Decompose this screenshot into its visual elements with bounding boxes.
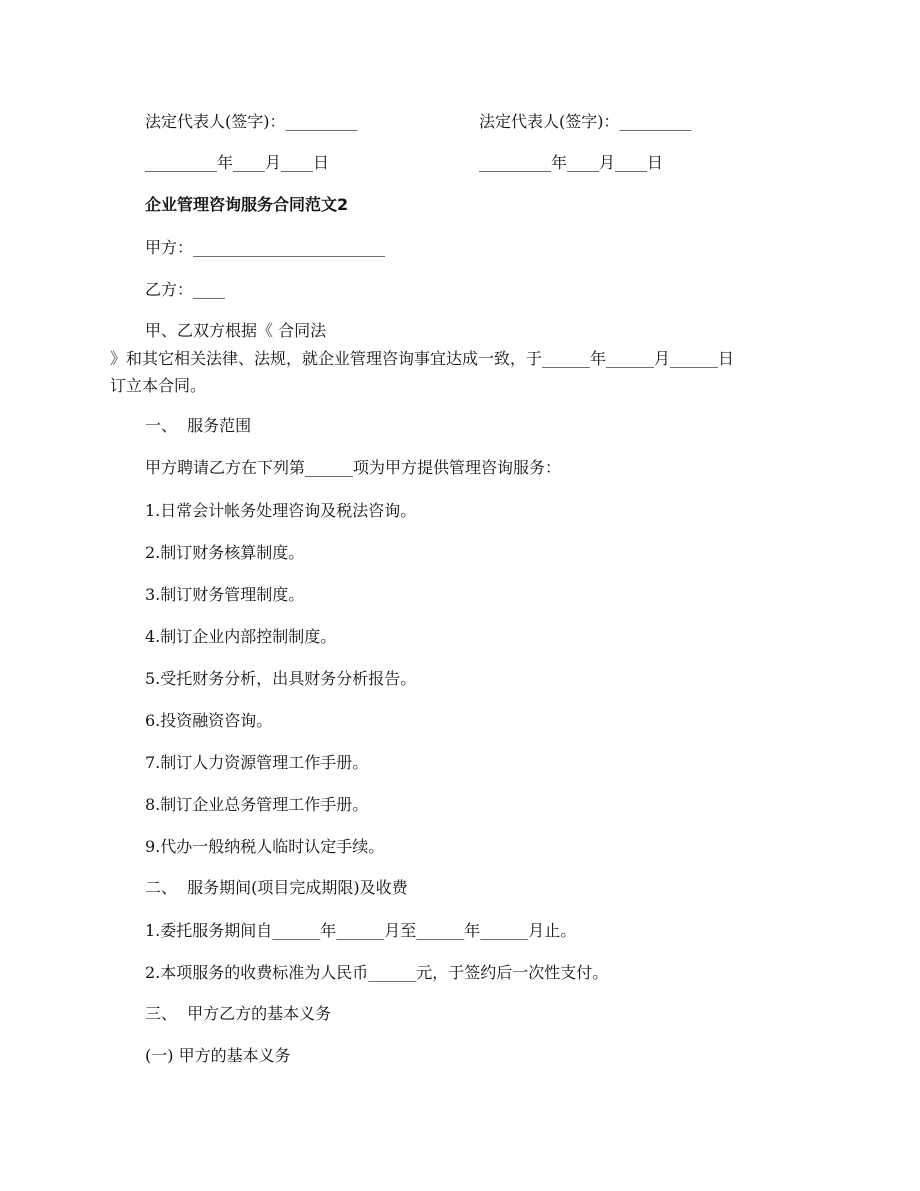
- list-item: 2.本项服务的收费标准为人民币______元，于签约后一次性支付。: [145, 963, 609, 982]
- contract-title: 企业管理咨询服务合同范文2: [145, 195, 349, 214]
- signature-right-date: _________年____月____日: [479, 153, 664, 172]
- list-item: 8.制订企业总务管理工作手册。: [145, 795, 369, 814]
- section-1-heading: 一、 服务范围: [145, 416, 252, 435]
- section-2-heading: 二、 服务期间(项目完成期限)及收费: [145, 878, 408, 897]
- list-item: 2.制订财务核算制度。: [145, 543, 305, 562]
- party-b-line: 乙方：____: [145, 280, 226, 299]
- section-3-heading: 三、 甲方乙方的基本义务: [145, 1004, 332, 1023]
- intro-line-1: 甲、乙双方根据《 合同法: [145, 321, 327, 340]
- signature-left-date: _________年____月____日: [145, 153, 330, 172]
- list-item: 3.制订财务管理制度。: [145, 585, 305, 604]
- section-3-subheading: (一) 甲方的基本义务: [145, 1046, 291, 1065]
- list-item: 1.委托服务期间自______年______月至______年______月止。: [145, 921, 577, 940]
- section-1-lead: 甲方聘请乙方在下列第______项为甲方提供管理咨询服务：: [145, 458, 562, 477]
- intro-line-3: 订立本合同。: [110, 376, 207, 395]
- party-a-line: 甲方：________________________: [145, 238, 386, 257]
- signature-right-representative: 法定代表人(签字)：_________: [479, 112, 692, 131]
- signature-left-representative: 法定代表人(签字)：_________: [145, 112, 358, 131]
- list-item: 6.投资融资咨询。: [145, 711, 273, 730]
- list-item: 1.日常会计帐务处理咨询及税法咨询。: [145, 501, 417, 520]
- list-item: 5.受托财务分析，出具财务分析报告。: [145, 669, 417, 688]
- list-item: 4.制订企业内部控制制度。: [145, 627, 337, 646]
- intro-line-2: 》和其它相关法律、法规，就企业管理咨询事宜达成一致，于______年______月______日: [110, 349, 735, 368]
- list-item: 9.代办一般纳税人临时认定手续。: [145, 837, 385, 856]
- list-item: 7.制订人力资源管理工作手册。: [145, 753, 369, 772]
